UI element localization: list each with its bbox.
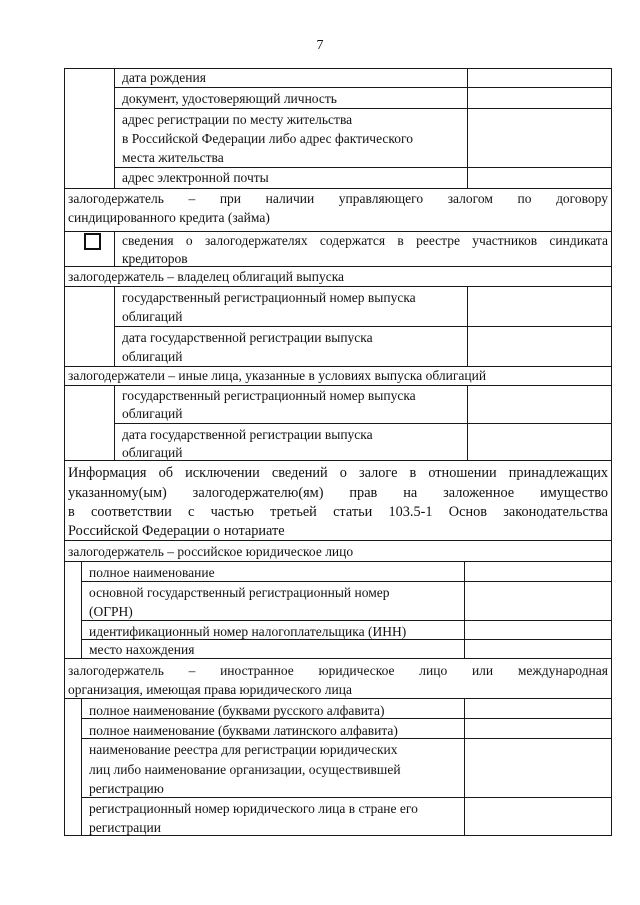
table-border: [64, 561, 612, 562]
table-border: [64, 385, 612, 386]
field-label-bond-reg-date: дата государственной регистрации выпуска: [122, 427, 373, 442]
field-label-registry-name: лиц либо наименование организации, осуществившей: [89, 762, 401, 777]
checkbox-label: кредиторов: [122, 251, 188, 266]
exclusion-info-text: указанному(ым) залогодержателю(ям) прав на заложенное имущество: [68, 485, 608, 501]
exclusion-info-text: Российской Федерации о нотариате: [68, 523, 285, 539]
checkbox-label: сведения о залогодержателях содержатся в реестре участников синдиката: [122, 233, 608, 248]
table-border: [64, 286, 612, 287]
table-border: [114, 326, 612, 327]
syndicated-heading: залогодержатель – при наличии управляющего залогом по договору: [68, 191, 608, 206]
field-label-inn: идентификационный номер налогоплательщика (ИНН): [89, 624, 407, 639]
field-label-full-name: полное наименование: [89, 565, 215, 580]
table-border: [114, 68, 115, 188]
field-label-email-address: адрес электронной почты: [122, 170, 269, 185]
table-border: [114, 231, 115, 266]
table-border: [114, 87, 612, 88]
foreign-entity-heading: залогодержатель – иностранное юридическое лицо или международная: [68, 663, 608, 678]
bond-owner-heading: залогодержатель – владелец облигаций выпуска: [68, 269, 345, 284]
table-border: [64, 188, 612, 189]
table-border: [114, 423, 612, 424]
field-label-bond-reg-date: дата государственной регистрации выпуска: [122, 330, 373, 345]
field-label-identity-document: документ, удостоверяющий личность: [122, 91, 337, 106]
table-border: [467, 68, 468, 188]
field-label-bond-reg-number: государственный регистрационный номер выпуска: [122, 290, 416, 305]
field-label-registry-name: регистрацию: [89, 781, 164, 796]
syndicated-heading: синдицированного кредита (займа): [68, 210, 270, 225]
field-label-full-name-russian: полное наименование (буквами русского алфавита): [89, 703, 385, 718]
field-label-bond-reg-number: облигаций: [122, 309, 183, 324]
exclusion-info-text: Информация об исключении сведений о залоге в отношении принадлежащих: [68, 465, 608, 481]
field-label-registration-address: места жительства: [122, 150, 224, 165]
field-label-registration-address: в Российской Федерации либо адрес фактического: [122, 131, 413, 146]
field-label-foreign-reg-number: регистрационный номер юридического лица в стране его: [89, 801, 418, 816]
field-label-location: место нахождения: [89, 642, 195, 657]
field-label-bond-reg-number: государственный регистрационный номер выпуска: [122, 388, 416, 403]
field-label-bond-reg-number: облигаций: [122, 406, 183, 421]
field-label-ogrn: (ОГРН): [89, 604, 133, 619]
table-border: [611, 68, 612, 836]
field-label-full-name-latin: полное наименование (буквами латинского алфавита): [89, 723, 398, 738]
exclusion-info-text: в соответствии с частью третьей статьи 103.5-1 Основ законодательства: [68, 504, 608, 520]
field-label-ogrn: основной государственный регистрационный номер: [89, 585, 390, 600]
bond-others-heading: залогодержатели – иные лица, указанные в условиях выпуска облигаций: [68, 368, 487, 383]
table-border: [81, 561, 82, 658]
syndicate-registry-checkbox[interactable]: [84, 233, 101, 250]
field-label-bond-reg-date: облигаций: [122, 349, 183, 364]
field-label-birth-date: дата рождения: [122, 70, 206, 85]
field-label-registration-address: адрес регистрации по месту жительства: [122, 112, 353, 127]
field-label-registry-name: наименование реестра для регистрации юридических: [89, 742, 398, 757]
foreign-entity-heading: организация, имеющая права юридического лица: [68, 682, 352, 697]
table-border: [114, 167, 612, 168]
table-border: [114, 108, 612, 109]
table-border: [464, 561, 465, 658]
russian-entity-heading: залогодержатель – российское юридическое лицо: [68, 544, 354, 559]
field-label-bond-reg-date: облигаций: [122, 445, 183, 460]
field-label-foreign-reg-number: регистрации: [89, 820, 161, 835]
table-border: [64, 68, 65, 836]
page-number: 7: [316, 38, 324, 53]
table-border: [81, 620, 612, 621]
